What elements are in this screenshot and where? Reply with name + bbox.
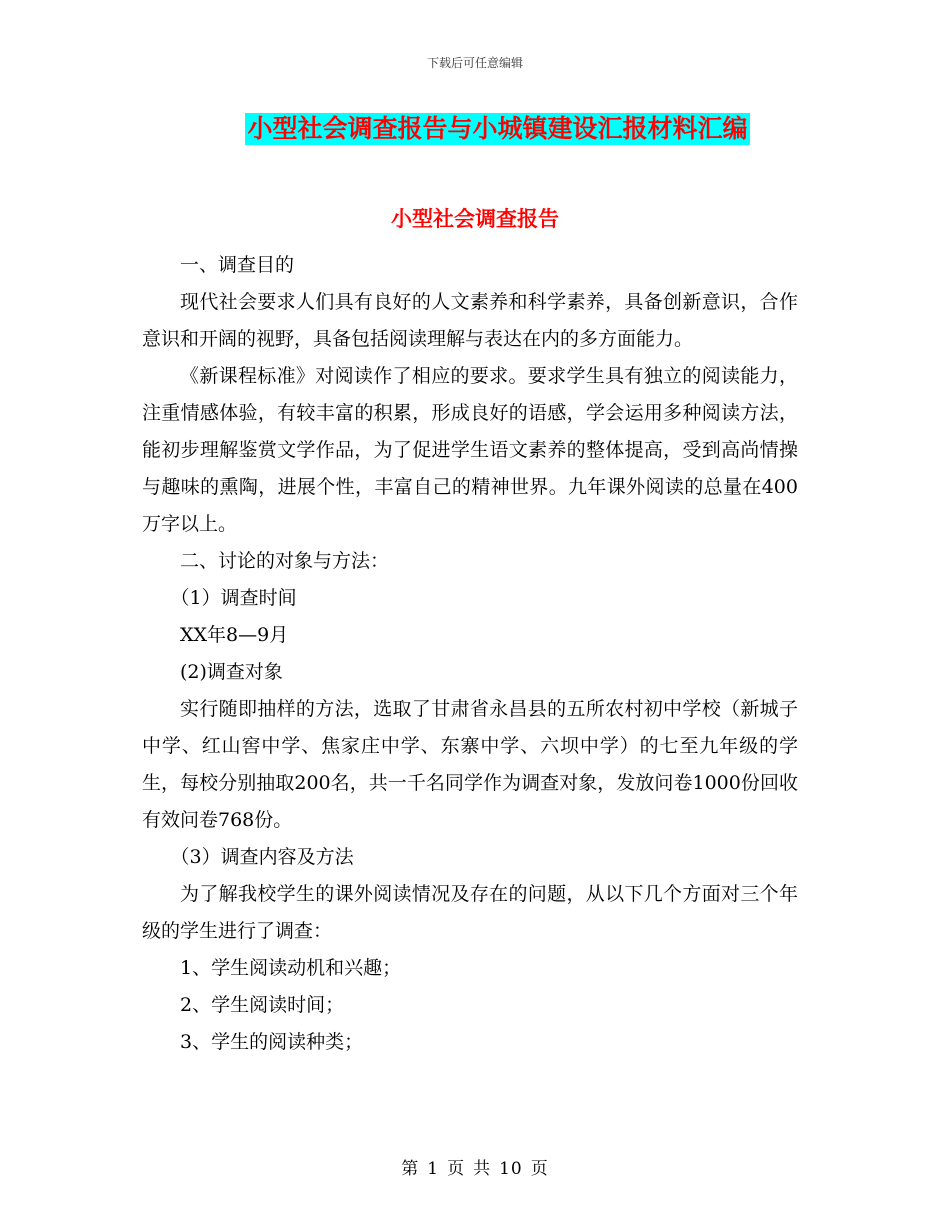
list-item: 1、学生阅读动机和兴趣； [180,957,402,979]
footer-label-page: 第 [401,1159,420,1179]
header-note: 下载后可任意编辑 [426,56,523,70]
paragraph: 《新课程标准》对阅读作了相应的要求。要求学生具有独立的阅读能力，注重情感体验，有较丰富的积累，形成良好的语感，学会运用多种阅读方法，能初步理解鉴赏文学作品，为了促进学生语文素养的整体提高，受到高尚情操与趣味的熏陶，进展个性，丰富自己的精神世界。九年课外阅读的总量在400万字以上。 [142,365,798,535]
footer-current-page: 1 [427,1159,440,1179]
document-body [142,247,798,1061]
paragraph: 现代社会要求人们具有良好的人文素养和科学素养，具备创新意识，合作意识和开阔的视野，具备包括阅读理解与表达在内的多方面能力。 [142,291,798,350]
paragraph: 为了解我校学生的课外阅读情况及存在的问题，从以下几个方面对三个年级的学生进行了调查： [142,883,798,942]
section-heading-purpose: 一、调查目的 [180,254,295,276]
subsection-heading-content: （3）调查内容及方法 [170,846,354,868]
subsection-heading-time: （1）调查时间 [170,587,297,609]
main-title-container [0,113,950,145]
paragraph: XX年8—9月 [180,624,289,646]
list-item: 3、学生的阅读种类； [180,1031,364,1053]
document-sub-title: 小型社会调查报告 [391,207,559,231]
section-heading-subjects-methods: 二、讨论的对象与方法： [180,550,390,572]
list-item: 2、学生阅读时间； [180,994,345,1016]
page-footer [0,1154,950,1179]
subsection-heading-subjects: (2)调查对象 [180,661,283,683]
paragraph: 实行随即抽样的方法，选取了甘肃省永昌县的五所农村初中学校（新城子中学、红山窖中学、焦家庄中学、东寨中学、六坝中学）的七至九年级的学生，每校分别抽取200名，共一千名同学作为调查对象，发放问卷1000份回收有效问卷768份。 [142,698,798,831]
footer-label-total: 共 [473,1159,492,1179]
document-main-title: 小型社会调查报告与小城镇建设汇报材料汇编 [247,114,748,143]
footer-label-unit2: 页 [530,1159,549,1179]
footer-total-pages: 10 [499,1159,523,1179]
footer-label-unit: 页 [447,1159,466,1179]
